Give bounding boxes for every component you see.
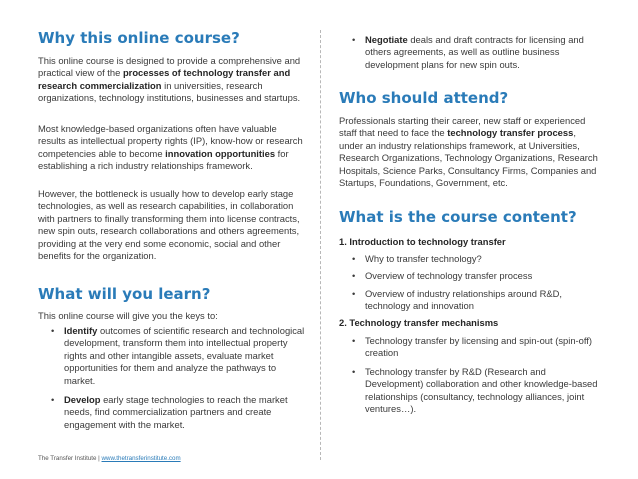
list-item: • Develop early stage technologies to reach the market needs, find commercialization partners and create engagement with the market. — [38, 394, 306, 431]
why-paragraph-1: This online course is designed to provide a comprehensive and practical view of the processes of technology transfer and research commercialization in universities, research organizations, technology institutions, businesses and startups. — [38, 55, 301, 104]
learn-list — [38, 325, 306, 431]
list-item: • Overview of industry relationships around R&D, technology and innovation — [339, 288, 601, 313]
learn-intro: This online course will give you the keys to: — [38, 310, 218, 321]
attend-heading: Who should attend? — [339, 89, 509, 107]
learn-heading: What will you learn? — [38, 285, 211, 303]
why-paragraph-3: However, the bottleneck is usually how to develop early stage technologies, as well as research capabilities, in collaboration with partners to finally transforming them into license contracts, new spin outs, research collaborations and others agreements, providing at the very end some economic, social and other benefits for the organization. — [38, 188, 300, 262]
list-item: • Identify outcomes of scientific research and technological development, transform them into intellectual property rights and other intangible assets, evaluate market opportunities for them and analyze the pathways to market. — [38, 325, 306, 387]
list-item: • Why to transfer technology? — [339, 253, 601, 265]
column-divider — [320, 30, 321, 460]
learn-list-continued — [339, 34, 601, 71]
why-paragraph-2: Most knowledge-based organizations often have valuable results as intellectual property rights (IP), know-how or research competencies able to become innovation opportunities for establishing a rich industry relationships framework. — [38, 123, 303, 172]
list-item: • Overview of technology transfer process — [339, 270, 601, 282]
list-item: • Negotiate deals and draft contracts for licensing and others agreements, as well as outline business development plans for new spin outs. — [339, 34, 601, 71]
why-heading: Why this online course? — [38, 29, 240, 47]
list-item: • Technology transfer by licensing and spin-out (spin-off) creation — [339, 335, 601, 360]
section-2-list — [339, 335, 601, 415]
footer-website-link[interactable]: www.thetransferinstitute.com — [101, 455, 181, 462]
attend-paragraph: Professionals starting their career, new staff or experienced staff that need to face the technology transfer process, under an industry relationships framework, at Universities, Research Organizations, Technology Organizations, Research Hospitals, Science Parks, Consultancy Firms, Companies and Startups, Foundations, Government, etc. — [339, 115, 598, 189]
footer-org: The Transfer Institute | — [38, 455, 102, 462]
content-heading: What is the course content? — [339, 208, 577, 226]
section-2-title: 2. Technology transfer mechanisms — [339, 317, 499, 328]
footer — [38, 455, 181, 462]
section-1-title: 1. Introduction to technology transfer — [339, 236, 506, 247]
list-item: • Technology transfer by R&D (Research and Development) collaboration and other knowledge-based relationships (consultancy, technology alliances, joint ventures…). — [339, 366, 601, 416]
section-1-list — [339, 253, 601, 313]
